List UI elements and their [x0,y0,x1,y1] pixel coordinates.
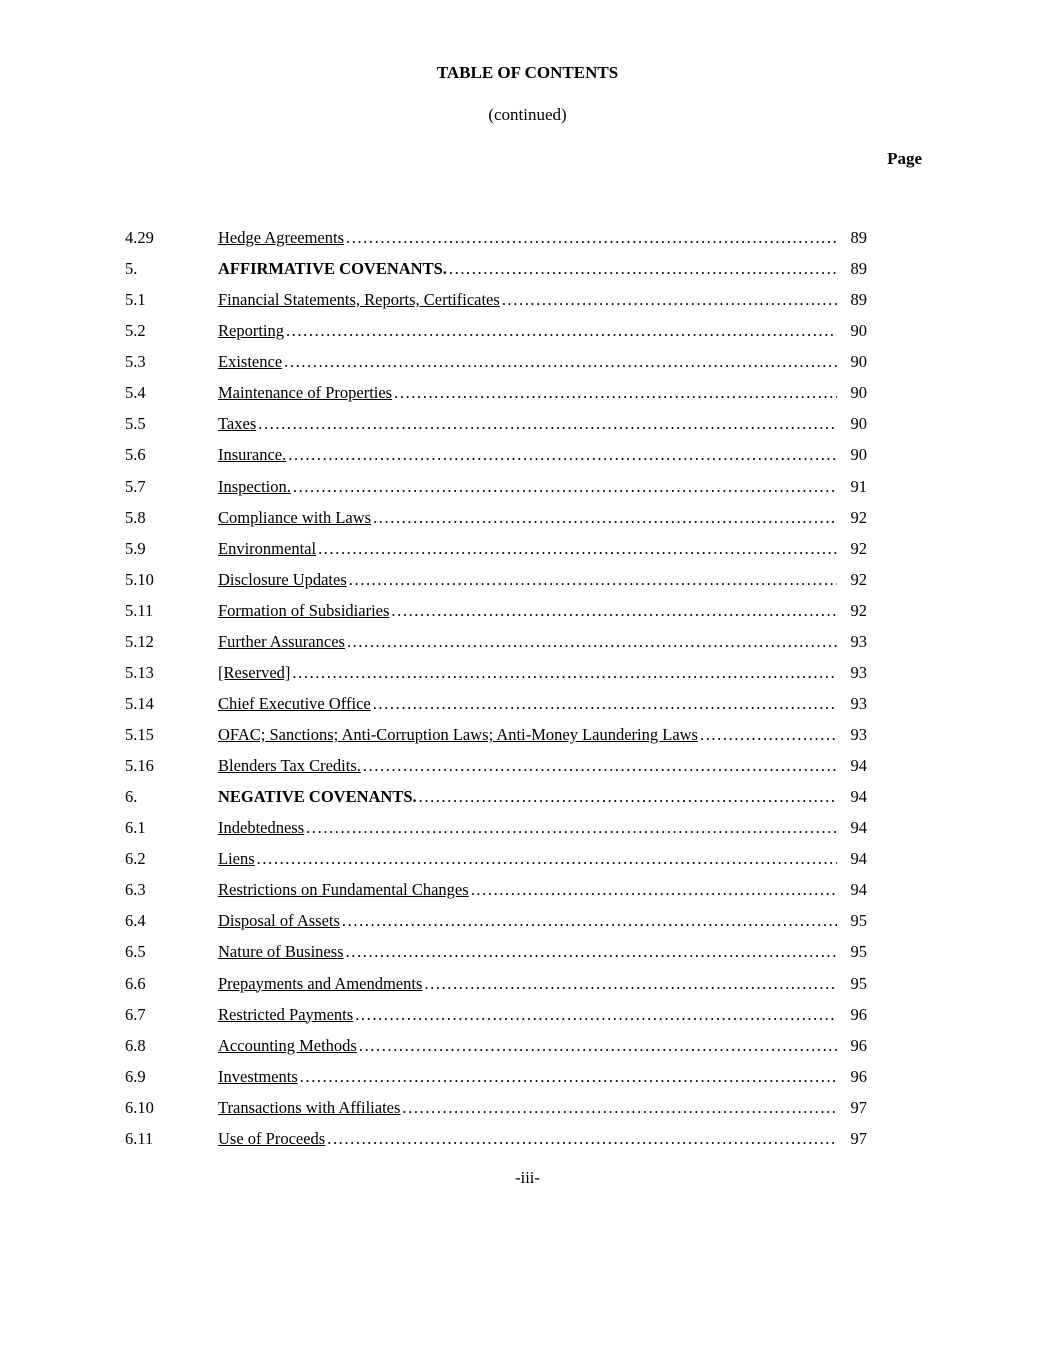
toc-entry [125,756,867,787]
entry-title-link[interactable]: Accounting Methods [218,1035,357,1055]
dot-leader [363,756,837,776]
entry-page-number: 95 [850,973,867,993]
entry-page-number: 96 [850,1004,867,1024]
entry-title-link[interactable]: Insurance. [218,445,287,465]
toc-entry [125,663,867,694]
entry-page-number: 93 [850,662,867,682]
toc-list [125,228,867,1160]
entry-title-link[interactable]: Transactions with Affiliates [218,1097,401,1117]
dot-leader [342,911,837,931]
entry-page-number: 94 [850,849,867,869]
dot-leader [355,1005,837,1025]
toc-entry [125,352,867,383]
dot-leader [359,1036,837,1056]
dot-leader [284,352,837,372]
entry-title-link[interactable]: Maintenance of Properties [218,383,393,403]
entry-number: 6.11 [125,1128,154,1148]
dot-leader [394,383,837,403]
entry-number: 6.1 [125,818,146,838]
entry-page-number: 96 [850,1035,867,1055]
entry-title-link[interactable]: Compliance with Laws [218,507,372,527]
page-title: TABLE OF CONTENTS [436,63,619,82]
entry-title-link[interactable]: Restricted Payments [218,1004,354,1024]
entry-title-link[interactable]: Disposal of Assets [218,911,340,931]
entry-title-link[interactable]: Prepayments and Amendments [218,973,423,993]
entry-page-number: 89 [850,259,867,279]
entry-title-link[interactable]: Taxes [218,414,257,434]
entry-number: 5.9 [125,538,146,558]
dot-leader [402,1098,837,1118]
entry-title-link[interactable]: [Reserved] [218,662,291,682]
entry-title-link[interactable]: OFAC; Sanctions; Anti-Corruption Laws; Anti-Money Laundering Laws [218,725,698,744]
entry-number: 6.9 [125,1066,146,1086]
toc-entry [125,601,867,632]
toc-entry [125,974,867,1005]
toc-entry [125,228,867,259]
entry-title-link[interactable]: AFFIRMATIVE COVENANTS. [218,259,447,279]
entry-page-number: 92 [850,600,867,620]
entry-number: 6.8 [125,1035,146,1055]
entry-page-number: 95 [850,911,867,931]
toc-entry [125,321,867,352]
entry-page-number: 94 [850,787,867,807]
entry-title-link[interactable]: Financial Statements, Reports, Certificates [218,290,500,310]
entry-page-number: 90 [850,321,867,341]
entry-page-number: 90 [850,445,867,465]
toc-entry [125,290,867,321]
entry-title-link[interactable]: Chief Executive Office [218,693,371,713]
entry-title-link[interactable]: Environmental [218,538,317,558]
page-column-label: Page [887,149,922,168]
dot-leader [471,880,837,900]
entry-page-number: 89 [850,290,867,310]
entry-title-link[interactable]: Indebtedness [218,818,305,838]
dot-leader [258,414,837,434]
dot-leader [288,445,837,465]
entry-number: 6.2 [125,849,146,869]
entry-title-link[interactable]: Blenders Tax Credits. [218,756,361,776]
entry-title-link[interactable]: NEGATIVE COVENANTS. [218,787,417,807]
dot-leader [419,787,837,807]
entry-number: 6.10 [125,1097,154,1117]
entry-number: 5. [125,259,138,279]
toc-entry [125,849,867,880]
toc-entry [125,259,867,290]
entry-number: 4.29 [125,228,154,247]
toc-entry [125,911,867,942]
footer-page-number: -iii- [515,1167,540,1187]
entry-number: 5.5 [125,414,146,434]
entry-page-number: 93 [850,693,867,713]
entry-page-number: 92 [850,507,867,527]
page-subtitle: (continued) [488,105,567,124]
entry-page-number: 92 [850,538,867,558]
toc-entry [125,818,867,849]
entry-number: 6.7 [125,1004,146,1024]
entry-page-number: 97 [850,1097,867,1117]
entry-title-link[interactable]: Reporting [218,321,284,341]
entry-number: 6.3 [125,880,146,900]
dot-leader [346,228,837,248]
toc-entry [125,445,867,476]
entry-page-number: 90 [850,352,867,372]
entry-title-link[interactable]: Liens [218,849,255,869]
dot-leader [349,570,837,590]
dot-leader [318,539,837,559]
entry-number: 6.5 [125,942,146,962]
dot-leader [327,1129,837,1149]
dot-leader [502,290,837,310]
dot-leader [391,601,837,621]
entry-page-number: 93 [850,725,867,744]
toc-entry [125,1098,867,1129]
entry-page-number: 91 [850,476,867,496]
dot-leader [292,663,837,683]
entry-number: 5.14 [125,693,154,713]
entry-number: 5.4 [125,383,146,403]
entry-number: 5.1 [125,290,146,310]
dot-leader [306,818,837,838]
entry-title-link[interactable]: Use of Proceeds [218,1128,326,1148]
dot-leader [346,942,837,962]
entry-number: 5.7 [125,476,146,496]
dot-leader [300,1067,837,1087]
entry-page-number: 94 [850,756,867,776]
dot-leader [449,259,837,279]
entry-title-link[interactable]: Disclosure Updates [218,569,347,589]
entry-title-link[interactable]: Investments [218,1066,298,1086]
dot-leader [373,694,837,714]
entry-number: 5.2 [125,321,146,341]
entry-number: 5.8 [125,507,146,527]
dot-leader [700,725,837,745]
entry-title-link[interactable]: Further Assurances [218,631,345,651]
toc-entry [125,414,867,445]
entry-number: 5.12 [125,631,154,651]
toc-entry [125,725,867,756]
entry-number: 6. [125,787,138,807]
entry-number: 5.15 [125,725,154,744]
entry-title-link[interactable]: Formation of Subsidiaries [218,600,390,620]
entry-number: 6.6 [125,973,146,993]
entry-page-number: 90 [850,414,867,434]
entry-page-number: 97 [850,1128,867,1148]
entry-title-link[interactable]: Nature of Business [218,942,344,962]
toc-entry [125,632,867,663]
entry-title-link[interactable]: Restrictions on Fundamental Changes [218,880,469,900]
entry-title-link[interactable]: Existence [218,352,283,372]
toc-entry [125,1005,867,1036]
entry-page-number: 89 [850,228,867,247]
entry-number: 5.3 [125,352,146,372]
toc-entry [125,694,867,725]
entry-title-link[interactable]: Inspection. [218,476,291,496]
toc-entry [125,1129,867,1160]
toc-entry [125,383,867,414]
toc-entry [125,508,867,539]
entry-number: 5.10 [125,569,154,589]
entry-page-number: 90 [850,383,867,403]
entry-page-number: 94 [850,880,867,900]
dot-leader [293,477,837,497]
toc-entry [125,787,867,818]
toc-entry [125,942,867,973]
dot-leader [286,321,837,341]
toc-entry [125,1036,867,1067]
entry-page-number: 94 [850,818,867,838]
toc-entry [125,880,867,911]
entry-number: 5.13 [125,662,154,682]
entry-page-number: 92 [850,569,867,589]
entry-number: 5.6 [125,445,146,465]
toc-entry [125,477,867,508]
entry-number: 5.11 [125,600,154,620]
dot-leader [347,632,837,652]
entry-number: 5.16 [125,756,154,776]
entry-title-link[interactable]: Hedge Agreements [218,228,344,247]
entry-page-number: 95 [850,942,867,962]
dot-leader [424,974,837,994]
entry-page-number: 93 [850,631,867,651]
entry-number: 6.4 [125,911,146,931]
toc-entry [125,1067,867,1098]
toc-entry [125,539,867,570]
dot-leader [373,508,837,528]
dot-leader [257,849,837,869]
entry-page-number: 96 [850,1066,867,1086]
toc-entry [125,570,867,601]
